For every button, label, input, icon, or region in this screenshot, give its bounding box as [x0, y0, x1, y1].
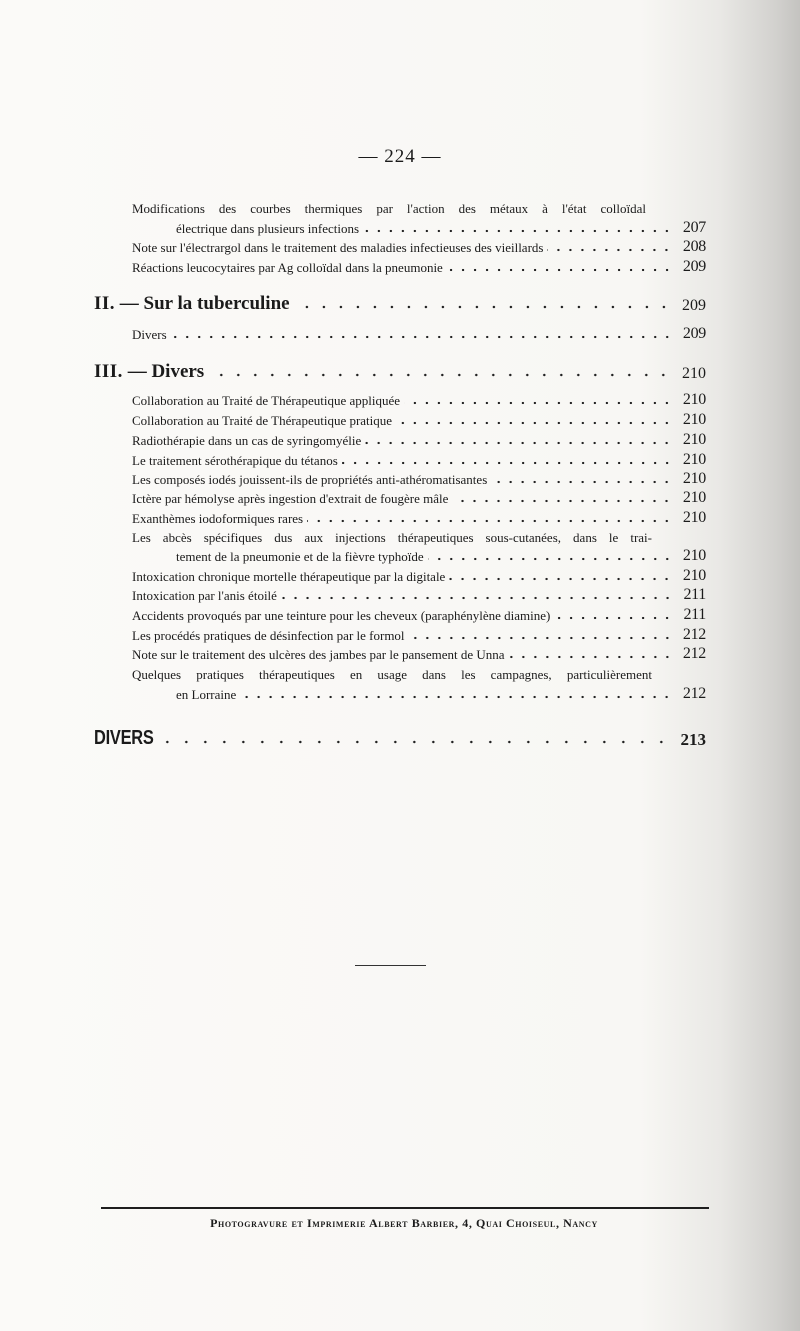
toc-entry	[132, 526, 706, 546]
dot-leader	[396, 421, 673, 425]
section-dash: —	[119, 293, 139, 314]
toc-entry-page: 210	[682, 567, 706, 584]
section-title: DIVERS	[94, 727, 154, 749]
toc-entry-title: Note sur le traitement des ulcères des jambes par le pansement de Unna	[132, 647, 505, 662]
toc-entry-page: 210	[682, 431, 706, 448]
dot-leader	[449, 577, 673, 581]
toc-entry-page: 211	[683, 606, 706, 623]
toc-entry-title: Note sur l'électrargol dans le traitement des maladies infectieuses des vieillards	[132, 240, 544, 255]
toc-entry-page: 207	[682, 219, 706, 236]
toc-entry-title: Quelques pratiques thérapeutiques en usage dans les campagnes, particulièrement	[132, 667, 652, 682]
dot-leader	[409, 636, 673, 640]
toc-entry-page: 211	[683, 586, 706, 603]
section-heading	[94, 291, 706, 315]
section-heading	[94, 726, 706, 750]
toc-entry-page: 210	[682, 451, 706, 468]
dot-leader	[171, 335, 673, 339]
dot-leader	[509, 655, 673, 659]
toc-entry	[132, 389, 706, 409]
dot-leader	[363, 229, 673, 233]
footer-rule	[101, 1207, 709, 1209]
toc-entry	[132, 604, 706, 624]
toc-entry	[132, 507, 706, 527]
toc-entry	[132, 197, 706, 217]
toc-entry	[132, 429, 706, 449]
section-title	[94, 293, 290, 315]
printer-imprint: Photogravure et Imprimerie Albert Barbier, 4, Quai Choiseul, Nancy	[210, 1216, 598, 1230]
toc-entry-title: Les procédés pratiques de désinfection par le formol	[132, 628, 405, 643]
dot-leader	[547, 248, 672, 252]
section-page: 213	[680, 730, 706, 749]
dot-leader	[554, 616, 673, 620]
dot-leader	[452, 499, 673, 503]
toc-entry-title: Collaboration au Traité de Thérapeutique pratique	[132, 413, 393, 428]
dot-leader	[491, 480, 673, 484]
toc-entry-page: 210	[682, 547, 706, 564]
toc-entry-page: 210	[682, 391, 706, 408]
toc-entry	[132, 663, 706, 683]
toc-entry-title: Intoxication par l'anis étoilé	[132, 588, 277, 603]
toc-entry-page: 209	[682, 325, 706, 342]
section-numeral: III.	[94, 361, 123, 382]
toc-entry	[132, 409, 706, 429]
toc-entry-title: Accidents provoqués par une teinture pour les cheveux (paraphénylène diamine)	[132, 608, 551, 623]
section-page: 210	[682, 365, 706, 382]
section-title	[94, 361, 204, 383]
toc-entry-title: Le traitement sérothérapique du tétanos	[132, 453, 338, 468]
toc-entry	[132, 565, 706, 585]
toc-entry	[132, 683, 706, 703]
section-heading	[94, 359, 706, 383]
dot-leader	[307, 519, 673, 523]
toc-entry-title: tement de la pneumonie et de la fièvre typhoïde	[176, 549, 424, 564]
toc-entry-title: Intoxication chronique mortelle thérapeutique par la digitale	[132, 569, 446, 584]
section-page: 209	[682, 297, 706, 314]
toc-entry-page: 212	[682, 626, 706, 643]
toc-entry	[132, 545, 706, 565]
toc-entry	[132, 323, 706, 343]
dot-leader	[296, 305, 672, 309]
toc-entry-title: Réactions leucocytaires par Ag colloïdal dans la pneumonie	[132, 260, 443, 275]
toc-entry-page: 212	[682, 645, 706, 662]
toc-entry-title: Les composés iodés jouissent-ils de propriétés anti-athéromatisantes	[132, 472, 488, 487]
dot-leader	[342, 461, 673, 465]
toc-entry	[132, 624, 706, 644]
section-name: Divers	[151, 361, 205, 382]
toc-entry-title: électrique dans plusieurs infections	[176, 221, 360, 236]
dot-leader	[365, 441, 673, 445]
toc-entry-page: 210	[682, 489, 706, 506]
section-dash: —	[127, 361, 147, 382]
toc-entry-title: Collaboration au Traité de Thérapeutique appliquée	[132, 393, 400, 408]
dot-leader	[404, 401, 673, 405]
toc-entry	[132, 487, 706, 507]
toc-entry-page: 210	[682, 509, 706, 526]
toc-entry	[132, 449, 706, 469]
toc-entry-title: Divers	[132, 327, 167, 342]
toc-entry-title: Modifications des courbes thermiques par l'action des métaux à l'état colloïdal	[132, 201, 646, 216]
page-number: — 224 —	[358, 146, 442, 167]
toc-entry-title: Ictère par hémolyse après ingestion d'extrait de fougère mâle	[132, 491, 449, 506]
toc-entry	[132, 217, 706, 237]
section-name: Sur la tuberculine	[143, 293, 290, 314]
section-numeral: II.	[94, 293, 116, 314]
toc-entry	[132, 236, 706, 256]
toc-entry-title: Les abcès spécifiques dus aux injections thérapeutiques sous-cutanées, dans le trai-	[132, 530, 652, 545]
toc-entry	[132, 584, 706, 604]
dot-leader	[428, 557, 673, 561]
toc-entry-title: Radiothérapie dans un cas de syringomyélie	[132, 433, 362, 448]
toc-entry-title: en Lorraine	[176, 687, 237, 702]
toc-entry-page: 208	[682, 238, 706, 255]
dot-leader	[447, 268, 673, 272]
toc-entry	[132, 256, 706, 276]
toc-entry-page: 209	[682, 258, 706, 275]
toc-entry-page: 210	[682, 411, 706, 428]
dot-leader	[163, 740, 671, 744]
dot-leader	[210, 373, 672, 377]
toc-entry-page: 210	[682, 470, 706, 487]
dot-leader	[240, 695, 673, 699]
dot-leader	[281, 596, 674, 600]
toc-entry-page: 212	[682, 685, 706, 702]
toc-entry-title: Exanthèmes iodoformiques rares	[132, 511, 304, 526]
divider-rule	[355, 965, 426, 966]
toc-entry	[132, 643, 706, 663]
toc-entry	[132, 468, 706, 488]
